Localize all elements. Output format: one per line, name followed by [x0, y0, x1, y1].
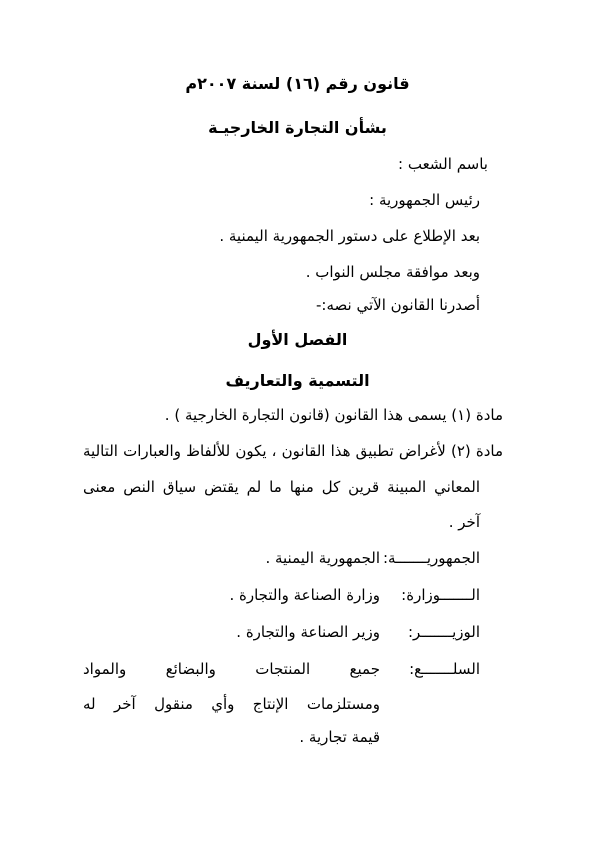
chapter-title: الفصل الأول — [247, 330, 348, 349]
preamble-after-approval: وبعد موافقة مجلس النواب . — [305, 263, 480, 281]
law-title: قانون رقم (١٦) لسنة ٢٠٠٧م — [185, 74, 410, 93]
preamble-president: رئيس الجمهورية : — [369, 191, 480, 209]
definition-term: السلـــــــع: — [409, 660, 480, 678]
preamble-after-review: بعد الإطلاع على دستور الجمهورية اليمنية . — [219, 227, 480, 245]
definition-text: وزارة الصناعة والتجارة . — [229, 586, 380, 604]
preamble-issued: أصدرنا القانون الآتي نصه:- — [316, 296, 480, 314]
article-2-line-1: مادة (٢) لأغراض تطبيق هذا القانون ، يكون للألفاظ والعبارات التالية — [83, 442, 503, 460]
definition-text: وزير الصناعة والتجارة . — [236, 623, 380, 641]
definition-term: الوزيـــــــر: — [408, 623, 480, 641]
definition-text-line-2: ومستلزمات الإنتاج وأي منقول آخر له — [83, 695, 380, 713]
article-1: مادة (١) يسمى هذا القانون (قانون التجارة الخارجية ) . — [164, 406, 503, 424]
law-subject: بشأن التجارة الخارجيـة — [208, 118, 387, 137]
preamble-in-the-name: باسم الشعب : — [398, 155, 488, 173]
definition-text: الجمهورية اليمنية . — [265, 549, 380, 567]
definition-text-line-3: قيمة تجارية . — [299, 728, 380, 746]
definition-term: الـــــــوزارة: — [401, 586, 480, 604]
definition-term: الجمهوريـــــــة: — [382, 549, 480, 567]
chapter-subtitle: التسمية والتعاريف — [225, 371, 370, 390]
article-2-line-2: المعاني المبينة قرين كل منها ما لم يقتض سياق النص معنى — [83, 478, 480, 496]
article-2-line-3: آخر . — [448, 513, 480, 531]
definition-text-line-1: جميع المنتجات والبضائع والمواد — [83, 660, 380, 678]
